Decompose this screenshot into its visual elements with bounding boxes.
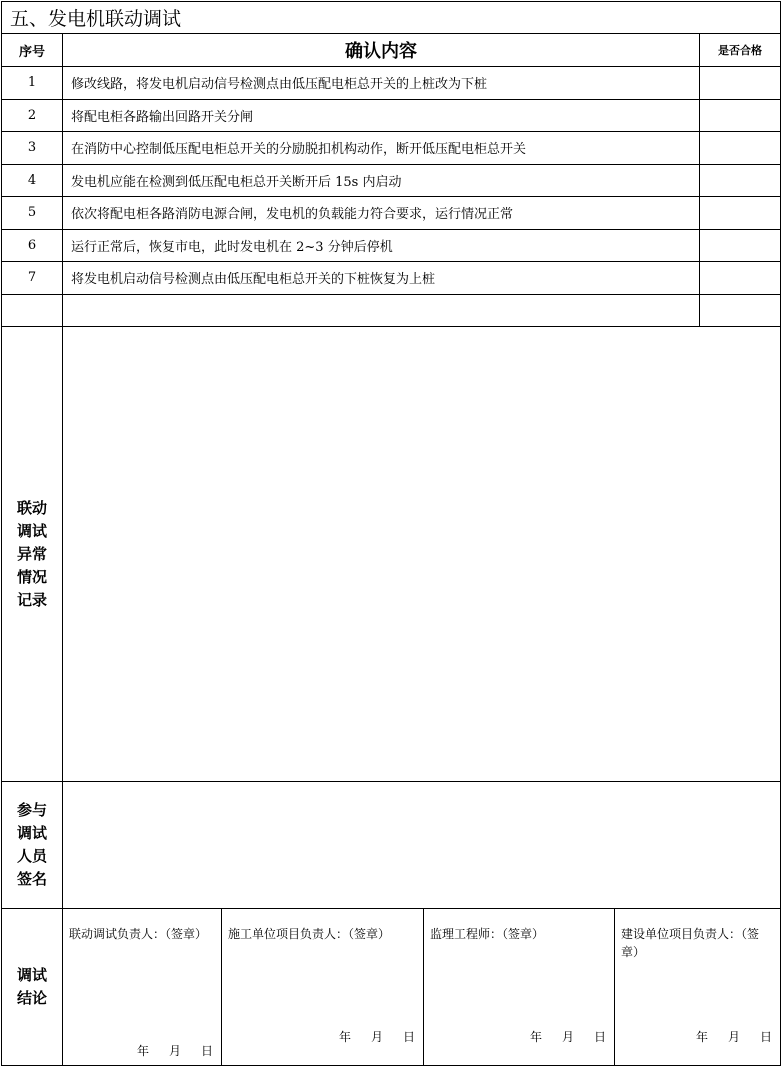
signature-construction-lead[interactable] — [222, 909, 424, 1066]
item-text: 将发电机启动信号检测点由低压配电柜总开关的下桩恢复为上桩 — [63, 262, 700, 295]
table-row — [2, 164, 781, 197]
item-number: 7 — [2, 262, 63, 295]
item-text: 运行正常后，恢复市电，此时发电机在 2~3 分钟后停机 — [63, 229, 700, 262]
signature-linkage-lead[interactable] — [63, 909, 222, 1066]
item-text: 将配电柜各路输出回路开关分闸 — [63, 99, 700, 132]
signature-date: 年 月 日 — [136, 1044, 213, 1058]
signature-owner-lead[interactable] — [615, 909, 781, 1066]
table-row — [2, 132, 781, 165]
table-row — [2, 229, 781, 262]
item-text-empty[interactable] — [63, 294, 700, 327]
item-text: 发电机应能在检测到低压配电柜总开关断开后 15s 内启动 — [63, 164, 700, 197]
signature-label: 建设单位项目负责人：（签章） — [621, 927, 760, 959]
item-qualified-cell[interactable] — [700, 99, 781, 132]
item-number: 4 — [2, 164, 63, 197]
conclusion-label: 调试 结论 — [2, 909, 63, 1066]
item-text: 修改线路，将发电机启动信号检测点由低压配电柜总开关的上桩改为下桩 — [63, 67, 700, 100]
participants-label: 参与 调试 人员 签名 — [2, 782, 63, 909]
item-qualified-cell[interactable] — [700, 132, 781, 165]
signature-date: 年 月 日 — [529, 1030, 606, 1044]
table-row — [2, 99, 781, 132]
item-qualified-cell[interactable] — [700, 294, 781, 327]
debug-record-table — [1, 1, 781, 1066]
signature-label: 联动调试负责人：（签章） — [69, 927, 208, 941]
item-number-empty[interactable] — [2, 294, 63, 327]
header-serial-number: 序号 — [2, 34, 63, 67]
item-qualified-cell[interactable] — [700, 262, 781, 295]
item-text: 在消防中心控制低压配电柜总开关的分励脱扣机构动作，断开低压配电柜总开关 — [63, 132, 700, 165]
signature-label: 监理工程师：（签章） — [430, 927, 545, 941]
table-row — [2, 67, 781, 100]
item-qualified-cell[interactable] — [700, 229, 781, 262]
table-row — [2, 262, 781, 295]
participants-signature-area[interactable] — [63, 782, 781, 909]
table-row — [2, 197, 781, 230]
section-title: 五、发电机联动调试 — [2, 2, 781, 34]
item-qualified-cell[interactable] — [700, 164, 781, 197]
item-number: 5 — [2, 197, 63, 230]
signature-date: 年 月 日 — [695, 1030, 773, 1044]
abnormal-record-label: 联动 调试 异常 情况 记录 — [2, 327, 63, 782]
signature-label: 施工单位项目负责人：（签章） — [228, 927, 391, 941]
item-text: 依次将配电柜各路消防电源合闸，发电机的负载能力符合要求，运行情况正常 — [63, 197, 700, 230]
signature-date: 年 月 日 — [338, 1030, 415, 1044]
header-qualified: 是否合格 — [700, 34, 781, 67]
item-qualified-cell[interactable] — [700, 67, 781, 100]
item-number: 1 — [2, 67, 63, 100]
item-number: 6 — [2, 229, 63, 262]
item-number: 3 — [2, 132, 63, 165]
header-confirm-content: 确认内容 — [63, 34, 700, 67]
signature-supervisor[interactable] — [424, 909, 615, 1066]
item-number: 2 — [2, 99, 63, 132]
table-row-empty — [2, 294, 781, 327]
abnormal-record-area[interactable] — [63, 327, 781, 782]
item-qualified-cell[interactable] — [700, 197, 781, 230]
